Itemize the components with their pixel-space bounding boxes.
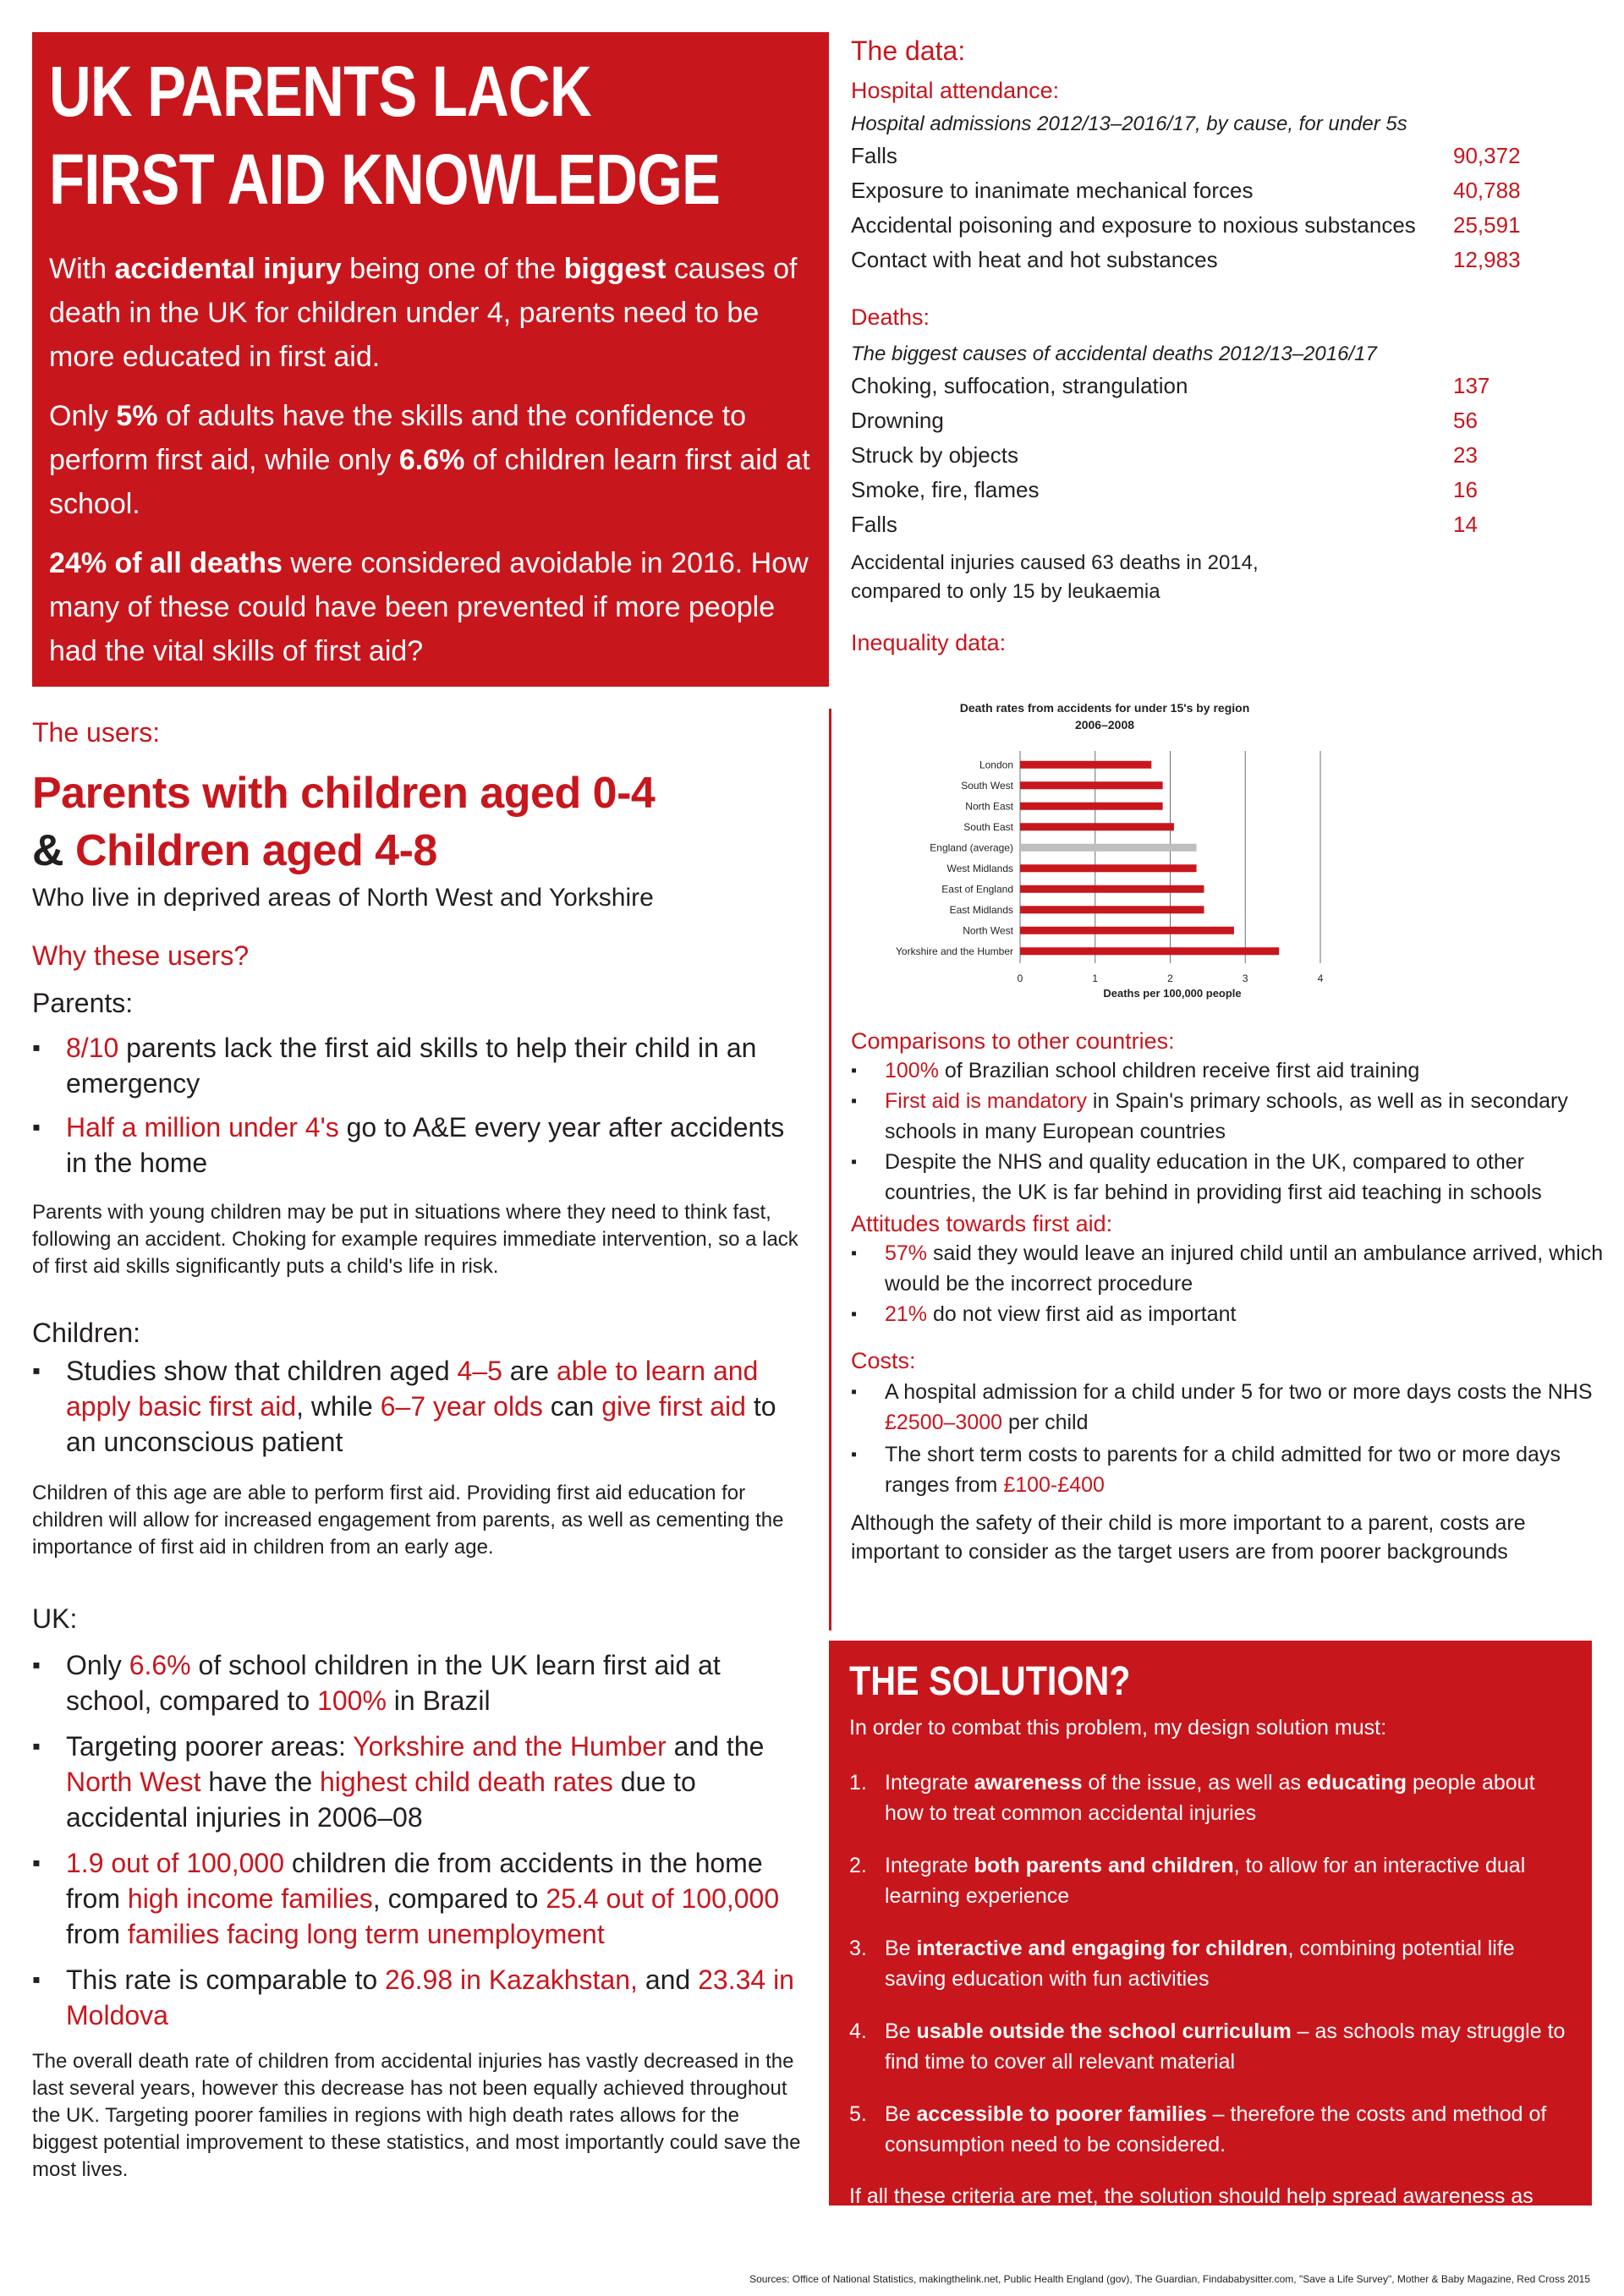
text-run: Targeting poorer areas: <box>66 1731 354 1762</box>
chart-bar <box>1020 781 1163 789</box>
chart-bar <box>1020 844 1197 852</box>
bold-text: 6.6% <box>398 444 465 476</box>
text-run: Only <box>49 400 117 432</box>
inequality-bar-chart <box>851 693 1375 1015</box>
data-row-value: 23 <box>1453 442 1478 468</box>
text-run: to an unconscious patient <box>66 1391 776 1457</box>
data-row-value: 14 <box>1453 512 1478 537</box>
text-run: per child <box>1002 1411 1089 1434</box>
text-run: Integrate <box>885 1771 974 1795</box>
highlight-text: 6–7 year olds <box>380 1391 543 1422</box>
users-title-2-line <box>32 822 810 879</box>
chart-bar <box>1020 947 1279 955</box>
list-item <box>32 1729 810 1835</box>
page-title <box>49 47 721 223</box>
text-run: Only <box>66 1650 129 1680</box>
solution-item-number: 1. <box>849 1771 867 1795</box>
text-run: of school children in the UK learn first aid at school, compared to <box>66 1650 721 1716</box>
data-row-value: 16 <box>1453 477 1478 502</box>
why-heading: Why these users? <box>32 940 250 971</box>
text-run: , while <box>296 1391 381 1422</box>
highlight-text: First aid is mandatory <box>885 1089 1087 1113</box>
data-row-value: 137 <box>1453 373 1490 398</box>
costs-paragraph: Although the safety of their child is more important to a parent, costs are important to consider as the target users are from poorer backgrounds <box>851 1511 1526 1564</box>
chart-x-tick-label: 0 <box>1017 973 1023 984</box>
highlight-text: highest child death rates <box>320 1767 613 1797</box>
solution-intro: In order to combat this problem, my design solution must: <box>849 1716 1387 1740</box>
bold-text: biggest <box>563 253 667 285</box>
hospital-table <box>851 139 1612 277</box>
hero-box <box>32 32 829 687</box>
title-line-2: FIRST AID KNOWLEDGE <box>49 140 721 219</box>
text-run: Studies show that children aged <box>66 1356 458 1386</box>
parents-list <box>32 1030 810 1181</box>
bold-text: accessible to poorer families <box>916 2102 1207 2126</box>
hospital-heading: Hospital attendance: <box>851 78 1060 103</box>
uk-heading: UK: <box>32 1603 78 1634</box>
data-row <box>851 139 1612 173</box>
highlight-text: 6.6% <box>129 1650 191 1680</box>
text-run: If all these criteria are met, the solution should help spread awareness as well as teach people the vital skills of first aid, <box>849 2184 1533 2237</box>
text-run: said they would leave an injured child until an ambulance arrived, which would be the incorrect procedure <box>885 1241 1604 1296</box>
highlight-text: 100% <box>317 1685 387 1716</box>
chart-category-label: England (average) <box>930 841 1013 854</box>
text-run: and the <box>666 1731 765 1762</box>
comparisons-heading: Comparisons to other countries: <box>851 1028 1175 1054</box>
deaths-note-line-1: Accidental injuries caused 63 deaths in 2014, <box>851 551 1259 574</box>
users-title-2: Children aged 4-8 <box>75 826 437 875</box>
uk-list <box>32 1647 810 2033</box>
chart-x-tick-label: 2 <box>1167 973 1173 984</box>
comparisons-list <box>851 1055 1612 1208</box>
data-row-label: Accidental poisoning and exposure to noxious substances <box>851 212 1416 238</box>
text-run: causes of death in the UK for children under 4, parents need to be more educated in first aid. <box>49 253 798 373</box>
chart-category-label: North East <box>965 800 1013 813</box>
chart-category-label: East Midlands <box>949 903 1013 916</box>
chart-bar <box>1020 906 1204 913</box>
solution-item <box>849 2099 1572 2160</box>
data-row-value: 40,788 <box>1453 178 1521 203</box>
list-item <box>32 1030 810 1101</box>
text-run: children die from accidents in the home from <box>66 1848 763 1914</box>
solution-box <box>829 1641 1592 2237</box>
bold-text: accidental injury <box>114 253 342 285</box>
chart-bar <box>1020 864 1197 872</box>
highlight-text: £2500–3000 <box>885 1411 1003 1434</box>
data-row-value: 12,983 <box>1453 247 1521 272</box>
chart-category-label: South East <box>963 820 1013 833</box>
chart-bar <box>1020 927 1234 934</box>
chart-title-line-2: 2006–2008 <box>1074 718 1135 732</box>
solution-outro <box>849 2182 1572 2239</box>
list-item <box>851 1439 1612 1500</box>
chart-bar <box>1020 823 1174 830</box>
text-run: can <box>542 1391 602 1422</box>
text-run: have the <box>200 1767 320 1797</box>
bold-text: interactive and engaging for children <box>916 1937 1288 1960</box>
bold-text: usable outside the school curriculum <box>916 2019 1292 2043</box>
text-run: – as schools may struggle to find time to cover all relevant material <box>885 2019 1566 2074</box>
chart-x-tick-label: 3 <box>1242 973 1248 984</box>
list-item <box>851 1299 1612 1329</box>
text-run: , to allow for an interactive dual learning experience <box>885 1854 1526 1908</box>
text-run: A hospital admission for a child under 5 for two or more days costs the NHS <box>885 1380 1593 1404</box>
highlight-text: high income families <box>127 1883 373 1914</box>
data-row <box>851 438 1612 473</box>
users-heading: The users: <box>32 717 161 748</box>
data-row <box>851 473 1612 507</box>
uk-paragraph: The overall death rate of children from accidental injuries has vastly decreased in the last several years, however this decrease has not been equally achieved throughout the UK. Targeting poorer families in regions with high death rates allows for the biggest potential improvement to these statistics, and most importantly could save the most lives. <box>32 2050 801 2181</box>
data-row <box>851 173 1612 208</box>
solution-heading: THE SOLUTION? <box>849 1659 1131 1704</box>
solution-item-number: 5. <box>849 2102 867 2126</box>
data-row-value: 56 <box>1453 408 1478 433</box>
data-row-value: 25,591 <box>1453 212 1521 238</box>
highlight-text: 25.4 out of 100,000 <box>546 1883 780 1914</box>
data-row-label: Smoke, fire, flames <box>851 477 1040 502</box>
chart-category-label: West Midlands <box>946 862 1013 874</box>
text-run: being one of the <box>341 253 564 285</box>
children-list <box>32 1353 810 1460</box>
bold-text: educating <box>1306 1771 1407 1795</box>
highlight-text: 4–5 <box>457 1356 502 1386</box>
text-run: This rate is comparable to <box>66 1964 386 1995</box>
users-title-1: Parents with children aged 0-4 <box>32 769 656 818</box>
highlight-text: 1.9 out of 100,000 <box>66 1848 284 1878</box>
highlight-text: 57% <box>885 1241 928 1265</box>
data-row-label: Exposure to inanimate mechanical forces <box>851 178 1254 203</box>
deaths-note-line-2: compared to only 15 by leukaemia <box>851 580 1160 603</box>
highlight-text: give first aid <box>601 1391 746 1422</box>
text-run: With <box>49 253 115 285</box>
bold-text: awareness <box>974 1771 1083 1795</box>
sources-footnote: Sources: Office of National Statistics, makingthelink.net, Public Health England (gov), The Guardian, Findababysitter.com, "Save a Life Survey", Mother & Baby Magazine, Red Cross 2015 <box>749 2273 1590 2285</box>
title-line-1: UK PARENTS LACK <box>49 52 591 131</box>
ampersand: & <box>32 826 75 875</box>
text-run: The short term costs to parents for a child admitted for two or more days ranges from <box>885 1443 1561 1497</box>
hero-paragraph-3 <box>49 541 812 673</box>
data-row-label: Choking, suffocation, strangulation <box>851 373 1188 398</box>
chart-bar <box>1020 803 1163 810</box>
list-item <box>32 1110 810 1181</box>
data-row <box>851 403 1612 438</box>
text-run: Integrate <box>885 1854 974 1877</box>
data-row-label: Contact with heat and hot substances <box>851 247 1218 272</box>
bold-text: 5% <box>116 400 158 432</box>
text-run: parents lack the first aid skills to help their child in an emergency <box>66 1033 757 1099</box>
text-run: due to accidental injuries in 2006–08 <box>66 1767 696 1833</box>
highlight-text: £100-£400 <box>1003 1473 1105 1497</box>
text-run: Be <box>885 2019 917 2043</box>
text-run: in Brazil <box>386 1685 491 1716</box>
highlight-text: 8/10 <box>66 1033 119 1063</box>
solution-item-number: 3. <box>849 1937 867 1960</box>
children-paragraph: Children of this age are able to perform first aid. Providing first aid education for children will allow for increased engagement from parents, as well as cementing the importance of first aid in children from an early age. <box>32 1482 784 1559</box>
text-run: of adults have the skills and the confidence to perform first aid, while only <box>49 400 747 476</box>
bold-text: both parents and children <box>974 1854 1234 1877</box>
data-row <box>851 243 1612 277</box>
chart-x-tick-label: 1 <box>1092 973 1099 984</box>
highlight-text: 100% <box>885 1059 939 1082</box>
highlight-text: families facing long term unemployment <box>127 1919 605 1949</box>
data-row-label: Falls <box>851 512 897 537</box>
deaths-table <box>851 369 1612 542</box>
chart-bar <box>1020 885 1204 893</box>
list-item <box>32 1353 810 1460</box>
data-row-label: Falls <box>851 143 897 168</box>
highlight-text: Half a million under 4's <box>66 1112 339 1143</box>
children-heading: Children: <box>32 1318 141 1348</box>
deaths-note <box>851 549 1612 606</box>
data-row-label: Struck by objects <box>851 442 1018 468</box>
highlight-text: able to learn and apply basic first aid <box>66 1356 759 1422</box>
chart-category-label: Yorkshire and the Humber <box>896 945 1013 957</box>
text-run: from <box>66 1919 128 1949</box>
deaths-heading: Deaths: <box>851 304 930 330</box>
list-item <box>851 1086 1612 1147</box>
solution-list <box>849 1767 1572 2160</box>
highlight-text: North West <box>66 1767 201 1797</box>
column-divider <box>829 709 831 1630</box>
list-item <box>851 1238 1612 1299</box>
chart-category-label: London <box>979 759 1013 771</box>
data-row-label: Drowning <box>851 408 944 433</box>
costs-heading: Costs: <box>851 1348 916 1373</box>
text-run: Despite the NHS and quality education in the UK, compared to other countries, the UK is far behind in providing first aid teaching in schools <box>885 1150 1542 1204</box>
parents-heading: Parents: <box>32 988 134 1018</box>
parents-paragraph: Parents with young children may be put in situations where they need to think fast, following an accident. Choking for example requires immediate intervention, so a lack of first aid skills significantly puts a child's life in risk. <box>32 1201 798 1278</box>
solution-item-number: 4. <box>849 2019 867 2043</box>
text-run: of children learn first aid at school. <box>49 444 810 520</box>
comparisons-section <box>851 1027 1612 1566</box>
bold-text: ultimately saving lives. <box>1280 2213 1512 2237</box>
data-heading: The data: <box>851 36 966 66</box>
chart-x-axis-label: Deaths per 100,000 people <box>1103 987 1242 1000</box>
chart-category-label: South West <box>961 779 1013 792</box>
attitudes-list <box>851 1238 1612 1329</box>
hero-paragraph-1 <box>49 247 812 379</box>
solution-item <box>849 1850 1572 1911</box>
chart-x-tick-label: 4 <box>1317 973 1324 984</box>
inequality-heading: Inequality data: <box>851 630 1007 655</box>
text-run: people about how to treat common accidental injuries <box>885 1771 1535 1825</box>
data-row <box>851 507 1612 542</box>
costs-list <box>851 1377 1612 1500</box>
highlight-text: 23.34 in Moldova <box>66 1964 794 2030</box>
chart-category-label: North West <box>963 924 1013 937</box>
solution-item-number: 2. <box>849 1854 867 1877</box>
text-run: – therefore the costs and method of consumption need to be considered. <box>885 2102 1547 2156</box>
highlight-text: Yorkshire and the Humber <box>353 1731 667 1762</box>
bold-text: 24% of all deaths <box>49 547 283 579</box>
attitudes-heading: Attitudes towards first aid: <box>851 1211 1113 1236</box>
text-run: and <box>637 1964 699 1995</box>
text-run: in Spain's primary schools, as well as in secondary schools in many European countries <box>885 1089 1568 1143</box>
text-run: go to A&E every year after accidents in the home <box>66 1112 785 1178</box>
hospital-subtitle: Hospital admissions 2012/13–2016/17, by cause, for under 5s <box>851 112 1407 135</box>
text-run: are <box>502 1356 557 1386</box>
solution-item <box>849 1933 1572 1994</box>
deaths-subtitle: The biggest causes of accidental deaths 2012/13–2016/17 <box>851 342 1377 365</box>
chart-category-label: East of England <box>941 883 1013 896</box>
text-run: , compared to <box>372 1883 546 1914</box>
users-section <box>32 715 810 2184</box>
text-run: of the issue, as well as <box>1082 1771 1307 1795</box>
data-row-value: 90,372 <box>1453 143 1521 168</box>
highlight-text: 21% <box>885 1302 928 1326</box>
data-row <box>851 208 1612 243</box>
list-item <box>32 1647 810 1718</box>
solution-item <box>849 2016 1572 2077</box>
text-run: Be <box>885 2102 917 2126</box>
list-item <box>32 1962 810 2033</box>
list-item <box>851 1055 1612 1086</box>
list-item <box>851 1147 1612 1208</box>
list-item <box>32 1845 810 1952</box>
text-run: , combining potential life saving education with fun activities <box>885 1937 1515 1991</box>
text-run: of Brazilian school children receive first aid training <box>938 1059 1420 1082</box>
data-section <box>851 34 1612 657</box>
text-run: were considered avoidable in 2016. How many of these could have been prevented if more people had the vital skills of first aid? <box>49 547 809 667</box>
text-run: Be <box>885 1937 917 1960</box>
chart-title-line-1: Death rates from accidents for under 15's by region <box>959 701 1250 715</box>
hero-paragraph-2 <box>49 394 812 526</box>
data-row <box>851 369 1612 403</box>
solution-item <box>849 1767 1572 1828</box>
list-item <box>851 1377 1612 1438</box>
highlight-text: 26.98 in Kazakhstan, <box>385 1964 638 1995</box>
users-subtitle: Who live in deprived areas of North West and Yorkshire <box>32 884 654 912</box>
text-run: do not view first aid as important <box>927 1302 1237 1326</box>
chart-bar <box>1020 761 1151 769</box>
